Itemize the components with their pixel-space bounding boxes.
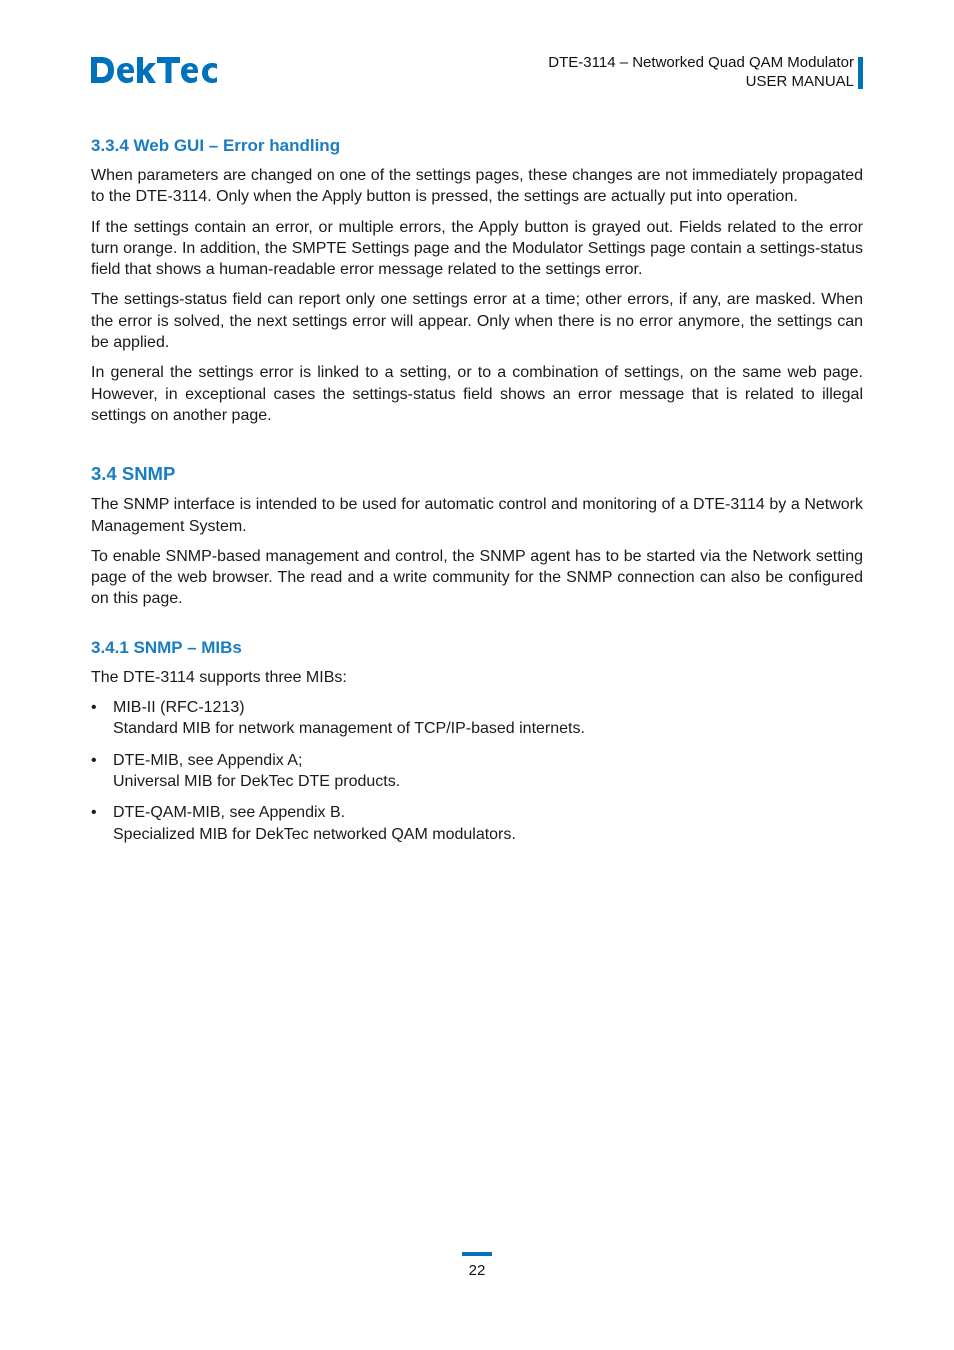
bullet-icon: • (91, 751, 97, 769)
header-title-block (548, 53, 854, 91)
mib-list (91, 697, 863, 845)
header-accent-bar (858, 57, 863, 89)
list-item-title: MIB-II (RFC-1213) (113, 699, 245, 717)
page-content (91, 134, 863, 845)
paragraph: When parameters are changed on one of the settings pages, these changes are not immediately propagated to the DTE-3114. Only when the Apply button is pressed, the settings are actually put into operation. (91, 167, 863, 206)
list-item-title: DTE-QAM-MIB, see Appendix B. (113, 804, 346, 822)
list-item-description: Standard MIB for network management of TCP/IP-based internets. (113, 720, 585, 738)
bullet-icon: • (91, 699, 97, 717)
document-subtitle: USER MANUAL (745, 73, 854, 90)
paragraph: The DTE-3114 supports three MIBs: (91, 668, 347, 686)
list-item-title: DTE-MIB, see Appendix A; (113, 751, 303, 769)
list-item-description: Universal MIB for DekTec DTE products. (113, 772, 401, 790)
section-heading-3-4: 3.4 SNMP (91, 463, 176, 485)
footer-accent-bar (462, 1252, 492, 1256)
dektec-logo-graphic (90, 54, 218, 86)
list-item (91, 697, 863, 740)
bullet-icon: • (91, 804, 97, 822)
paragraph: To enable SNMP-based management and control, the SNMP agent has to be started via the Network setting page of the web browser. The read and a write community for the SNMP connection can also be configured on this page. (91, 547, 863, 608)
section-heading-3-4-1: 3.4.1 SNMP – MIBs (91, 637, 242, 657)
paragraph: The settings-status field can report only one settings error at a time; other errors, if any, are masked. When the error is solved, the next settings error will appear. Only when there is no error anymore, the settings can be applied. (91, 291, 863, 352)
page-number: 22 (468, 1262, 486, 1279)
paragraph: In general the settings error is linked to a setting, or to a combination of settings, on the same web page. However, in exceptional cases the settings-status field shows an error message that is related to illegal settings on another page. (91, 364, 863, 424)
paragraph: If the settings contain an error, or multiple errors, the Apply button is grayed out. Fields related to the error turn orange. In addition, the SMPTE Settings page and the Modulator Settings page contain a settings-status field that shows a human-readable error message related to the settings error. (91, 218, 863, 279)
list-item (91, 802, 863, 845)
section-heading-3-3-4: 3.3.4 Web GUI – Error handling (91, 136, 341, 155)
list-item-description: Specialized MIB for DekTec networked QAM modulators. (113, 825, 516, 843)
list-item (91, 750, 863, 793)
document-title: DTE-3114 – Networked Quad QAM Modulator (548, 54, 854, 71)
paragraph: The SNMP interface is intended to be used for automatic control and monitoring of a DTE-3114 by a Network Management System. (91, 496, 863, 535)
dektec-logo (90, 54, 218, 91)
